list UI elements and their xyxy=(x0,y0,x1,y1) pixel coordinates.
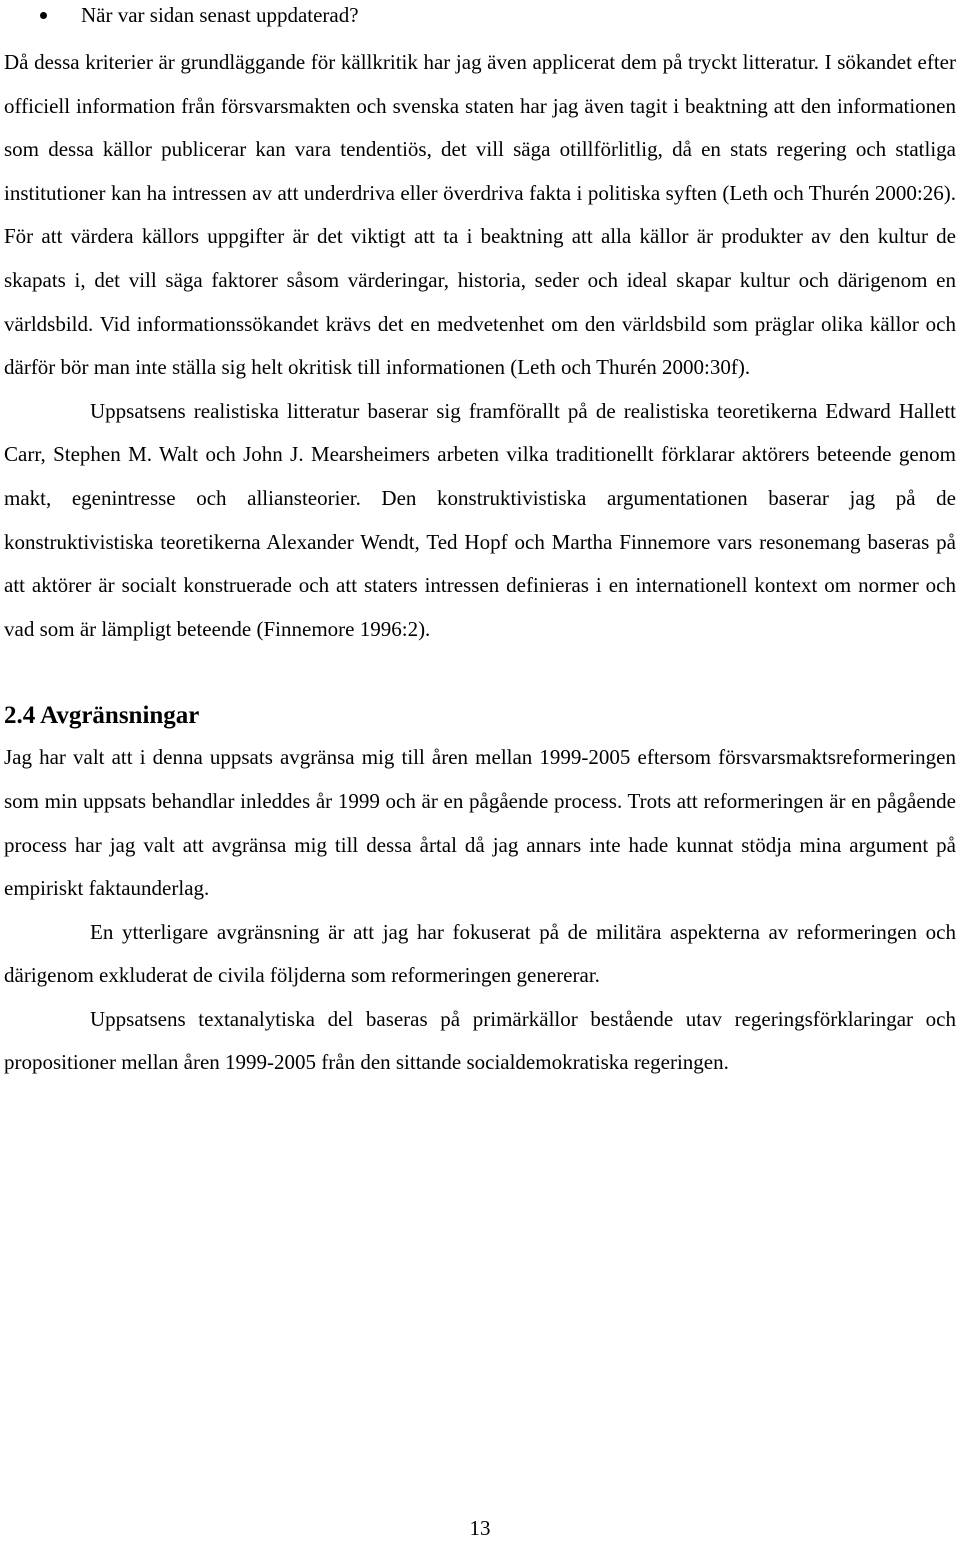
paragraph-delimitation-years: Jag har valt att i denna uppsats avgränsa mig till åren mellan 1999-2005 eftersom försvarsmaktsreformeringen som min uppsats behandlar inleddes år 1999 och är en pågående process. Trots att reformeringen är en pågående process har jag valt att avgränsa mig till dessa årtal då jag annars inte hade kunnat stödja mina argument på empiriskt faktaunderlag. xyxy=(4,745,956,901)
bullet-dot-icon xyxy=(40,12,47,19)
section-heading: 2.4 Avgränsningar xyxy=(4,702,200,730)
bullet-list-item xyxy=(4,0,956,30)
page-number: 13 xyxy=(469,1516,491,1540)
paragraph-source-criticism: Då dessa kriterier är grundläggande för källkritik har jag även applicerat dem på tryckt litteratur. I sökandet efter officiell information från försvarsmakten och svenska staten har jag även tagit i beaktning att den informationen som dessa källor publicerar kan vara tendentiös, det vill säga otillförlitlig, då en stats regering och statliga institutioner kan ha intressen av att underdriva eller överdriva fakta i politiska syften (Leth och Thurén 2000:26). För att värdera källors uppgifter är det viktigt att ta i beaktning att alla källor är produkter av den kultur de skapats i, det vill säga faktorer såsom värderingar, historia, seder och ideal skapar kultur och därigenom en världsbild. Vid informationssökandet krävs det en medvetenhet om den världsbild som präglar olika källor och därför bör man inte ställa sig helt okritisk till informationen (Leth och Thurén 2000:30f). xyxy=(4,50,956,380)
paragraph-delimitation-military: En ytterligare avgränsning är att jag har fokuserat på de militära aspekterna av reformeringen och därigenom exkluderat de civila följderna som reformeringen genererar. xyxy=(4,919,956,988)
paragraph-theory-literature: Uppsatsens realistiska litteratur baserar sig framförallt på de realistiska teoretikerna Edward Hallett Carr, Stephen M. Walt och John J. Mearsheimers arbeten vilka traditionellt förklarar aktörers beteende genom makt, egenintresse och alliansteorier. Den konstruktivistiska argumentationen baserar jag på de konstruktivistiska teoretikerna Alexander Wendt, Ted Hopf och Martha Finnemore vars resonemang baseras på att aktörer är socialt konstruerade och att staters intressen definieras i en internationell kontext om normer och vad som är lämpligt beteende (Finnemore 1996:2). xyxy=(4,398,956,641)
document-page xyxy=(4,0,956,1085)
bullet-text: När var sidan senast uppdaterad? xyxy=(81,3,359,27)
paragraph-delimitation-sources: Uppsatsens textanalytiska del baseras på primärkällor bestående utav regeringsförklaringar och propositioner mellan åren 1999-2005 från den sittande socialdemokratiska regeringen. xyxy=(4,1006,956,1075)
